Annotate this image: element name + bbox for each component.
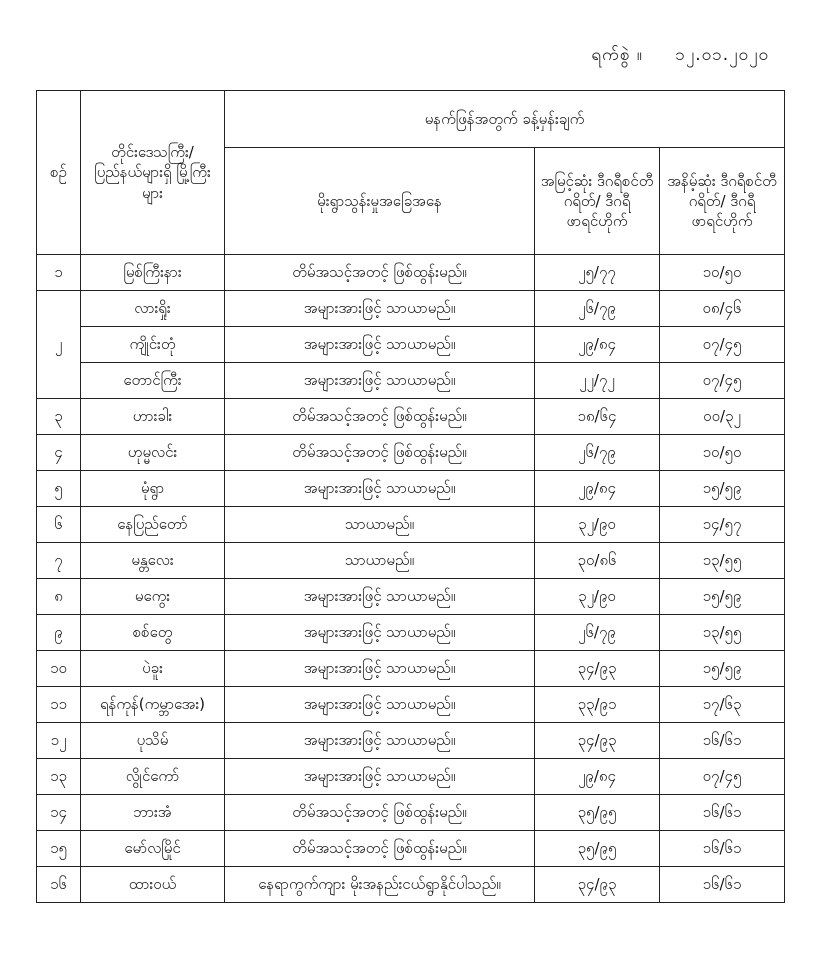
cell-no: ၆	[37, 507, 81, 543]
cell-condition: အများအားဖြင့် သာယာမည်။	[225, 363, 535, 399]
cell-max: ၃၄/၉၃	[535, 723, 660, 759]
cell-max: ၃၃/၉၁	[535, 687, 660, 723]
header-row-1	[37, 91, 785, 148]
cell-max: ၃၂/၉၀	[535, 579, 660, 615]
cell-condition: အများအားဖြင့် သာယာမည်။	[225, 723, 535, 759]
cell-no: ၁၂	[37, 723, 81, 759]
cell-max: ၁၈/၆၄	[535, 399, 660, 435]
table-row	[37, 759, 785, 795]
cell-no: ၂	[37, 291, 81, 399]
cell-city: စစ်တွေ	[81, 615, 225, 651]
cell-min: ၁၆/၆၁	[660, 795, 785, 831]
cell-max: ၃၄/၉၃	[535, 867, 660, 903]
table-row	[37, 291, 785, 327]
header-max-temp: အမြင့်ဆုံး ဒီဂရီစင်တီဂရိတ်/ ဒီဂရီဖာရင်ဟိုက်	[535, 148, 660, 255]
table-row	[37, 435, 785, 471]
header-city: တိုင်းဒေသကြီး/ ပြည်နယ်များရှိ မြို့ကြီးများ	[81, 91, 225, 255]
cell-city: ဘားအံ	[81, 795, 225, 831]
cell-max: ၂၆/၇၉	[535, 435, 660, 471]
table-row	[37, 327, 785, 363]
cell-max: ၃၀/၈၆	[535, 543, 660, 579]
cell-condition: အများအားဖြင့် သာယာမည်။	[225, 291, 535, 327]
header-condition: မိုးရွာသွန်းမှုအခြေအနေ	[225, 148, 535, 255]
cell-no: ၄	[37, 435, 81, 471]
cell-min: ၁၆/၆၁	[660, 831, 785, 867]
cell-no: ၁၄	[37, 795, 81, 831]
header-forecast-group: မနက်ဖြန်အတွက် ခန့်မှန်းချက်	[225, 91, 785, 148]
cell-max: ၂၅/၇၇	[535, 255, 660, 291]
table-row	[37, 471, 785, 507]
date-value: ၁၂.၀၁.၂၀၂၀	[675, 45, 769, 65]
cell-condition: တိမ်အသင့်အတင့် ဖြစ်ထွန်းမည်။	[225, 435, 535, 471]
cell-min: ၁၀/၅၀	[660, 255, 785, 291]
cell-condition: အများအားဖြင့် သာယာမည်။	[225, 579, 535, 615]
cell-min: ၀၇/၄၅	[660, 327, 785, 363]
cell-condition: အများအားဖြင့် သာယာမည်။	[225, 471, 535, 507]
cell-min: ၀၈/၄၆	[660, 291, 785, 327]
cell-min: ၀၇/၄၅	[660, 759, 785, 795]
cell-condition: အများအားဖြင့် သာယာမည်။	[225, 687, 535, 723]
cell-condition: တိမ်အသင့်အတင့် ဖြစ်ထွန်းမည်။	[225, 831, 535, 867]
date-label: ရက်စွဲ ။	[591, 45, 643, 65]
cell-no: ၇	[37, 543, 81, 579]
cell-city: နေပြည်တော်	[81, 507, 225, 543]
cell-condition: အများအားဖြင့် သာယာမည်။	[225, 615, 535, 651]
table-row	[37, 795, 785, 831]
cell-no: ၈	[37, 579, 81, 615]
cell-min: ၁၃/၅၅	[660, 543, 785, 579]
cell-city: ကျိုင်းတုံ	[81, 327, 225, 363]
cell-no: ၁	[37, 255, 81, 291]
cell-condition: တိမ်အသင့်အတင့် ဖြစ်ထွန်းမည်။	[225, 399, 535, 435]
cell-city: ရန်ကုန်(ကမ္ဘာအေး)	[81, 687, 225, 723]
report-date	[591, 44, 769, 69]
cell-min: ၁၀/၅၀	[660, 435, 785, 471]
table-row	[37, 867, 785, 903]
cell-max: ၃၂/၉၀	[535, 507, 660, 543]
cell-condition: တိမ်အသင့်အတင့် ဖြစ်ထွန်းမည်။	[225, 255, 535, 291]
cell-min: ၁၄/၅၇	[660, 507, 785, 543]
cell-no: ၃	[37, 399, 81, 435]
cell-no: ၉	[37, 615, 81, 651]
table-row	[37, 363, 785, 399]
cell-city: လွိုင်ကော်	[81, 759, 225, 795]
table-row	[37, 615, 785, 651]
cell-condition: သာယာမည်။	[225, 543, 535, 579]
cell-max: ၂၆/၇၉	[535, 291, 660, 327]
table-row	[37, 723, 785, 759]
cell-min: ၁၆/၆၁	[660, 867, 785, 903]
cell-max: ၃၅/၉၅	[535, 831, 660, 867]
cell-min: ၁၇/၆၃	[660, 687, 785, 723]
cell-condition: အများအားဖြင့် သာယာမည်။	[225, 651, 535, 687]
cell-city: မြစ်ကြီးနား	[81, 255, 225, 291]
cell-city: ထားဝယ်	[81, 867, 225, 903]
cell-max: ၃၄/၉၃	[535, 651, 660, 687]
cell-condition: အများအားဖြင့် သာယာမည်။	[225, 327, 535, 363]
table-row	[37, 255, 785, 291]
cell-max: ၂၉/၈၄	[535, 327, 660, 363]
cell-city: ဟားခါး	[81, 399, 225, 435]
cell-min: ၁၆/၆၁	[660, 723, 785, 759]
cell-condition: သာယာမည်။	[225, 507, 535, 543]
cell-city: မုံရွာ	[81, 471, 225, 507]
cell-min: ၁၅/၅၉	[660, 651, 785, 687]
cell-min: ၀၀/၃၂	[660, 399, 785, 435]
cell-max: ၂၆/၇၉	[535, 615, 660, 651]
header-serial-no: စဉ်	[37, 91, 81, 255]
cell-city: မန္တလေး	[81, 543, 225, 579]
cell-city: ပဲခူး	[81, 651, 225, 687]
cell-condition: တိမ်အသင့်အတင့် ဖြစ်ထွန်းမည်။	[225, 795, 535, 831]
cell-city: ဟုမ္မလင်း	[81, 435, 225, 471]
cell-min: ၀၇/၄၅	[660, 363, 785, 399]
cell-min: ၁၅/၅၉	[660, 471, 785, 507]
table-row	[37, 651, 785, 687]
cell-max: ၂၂/၇၂	[535, 363, 660, 399]
cell-min: ၁၃/၅၅	[660, 615, 785, 651]
cell-min: ၁၅/၅၉	[660, 579, 785, 615]
table-row	[37, 687, 785, 723]
cell-condition: နေရာကွက်ကျား မိုးအနည်းငယ်ရွာနိုင်ပါသည်။	[225, 867, 535, 903]
cell-no: ၁၃	[37, 759, 81, 795]
cell-city: ပုသိမ်	[81, 723, 225, 759]
header-min-temp: အနိမ့်ဆုံး ဒီဂရီစင်တီဂရိတ်/ ဒီဂရီဖာရင်ဟိုက်	[660, 148, 785, 255]
cell-no: ၁၅	[37, 831, 81, 867]
forecast-table	[36, 90, 785, 903]
table-row	[37, 507, 785, 543]
cell-max: ၂၉/၈၄	[535, 759, 660, 795]
cell-max: ၂၉/၈၄	[535, 471, 660, 507]
table-row	[37, 543, 785, 579]
cell-city: မကွေး	[81, 579, 225, 615]
cell-condition: အများအားဖြင့် သာယာမည်။	[225, 759, 535, 795]
cell-city: တောင်ကြီး	[81, 363, 225, 399]
table-row	[37, 579, 785, 615]
cell-no: ၅	[37, 471, 81, 507]
cell-no: ၁၁	[37, 687, 81, 723]
cell-no: ၁၀	[37, 651, 81, 687]
cell-max: ၃၅/၉၅	[535, 795, 660, 831]
table-row	[37, 399, 785, 435]
cell-city: လားရှိုး	[81, 291, 225, 327]
table-row	[37, 831, 785, 867]
cell-no: ၁၆	[37, 867, 81, 903]
cell-city: မော်လမြိုင်	[81, 831, 225, 867]
